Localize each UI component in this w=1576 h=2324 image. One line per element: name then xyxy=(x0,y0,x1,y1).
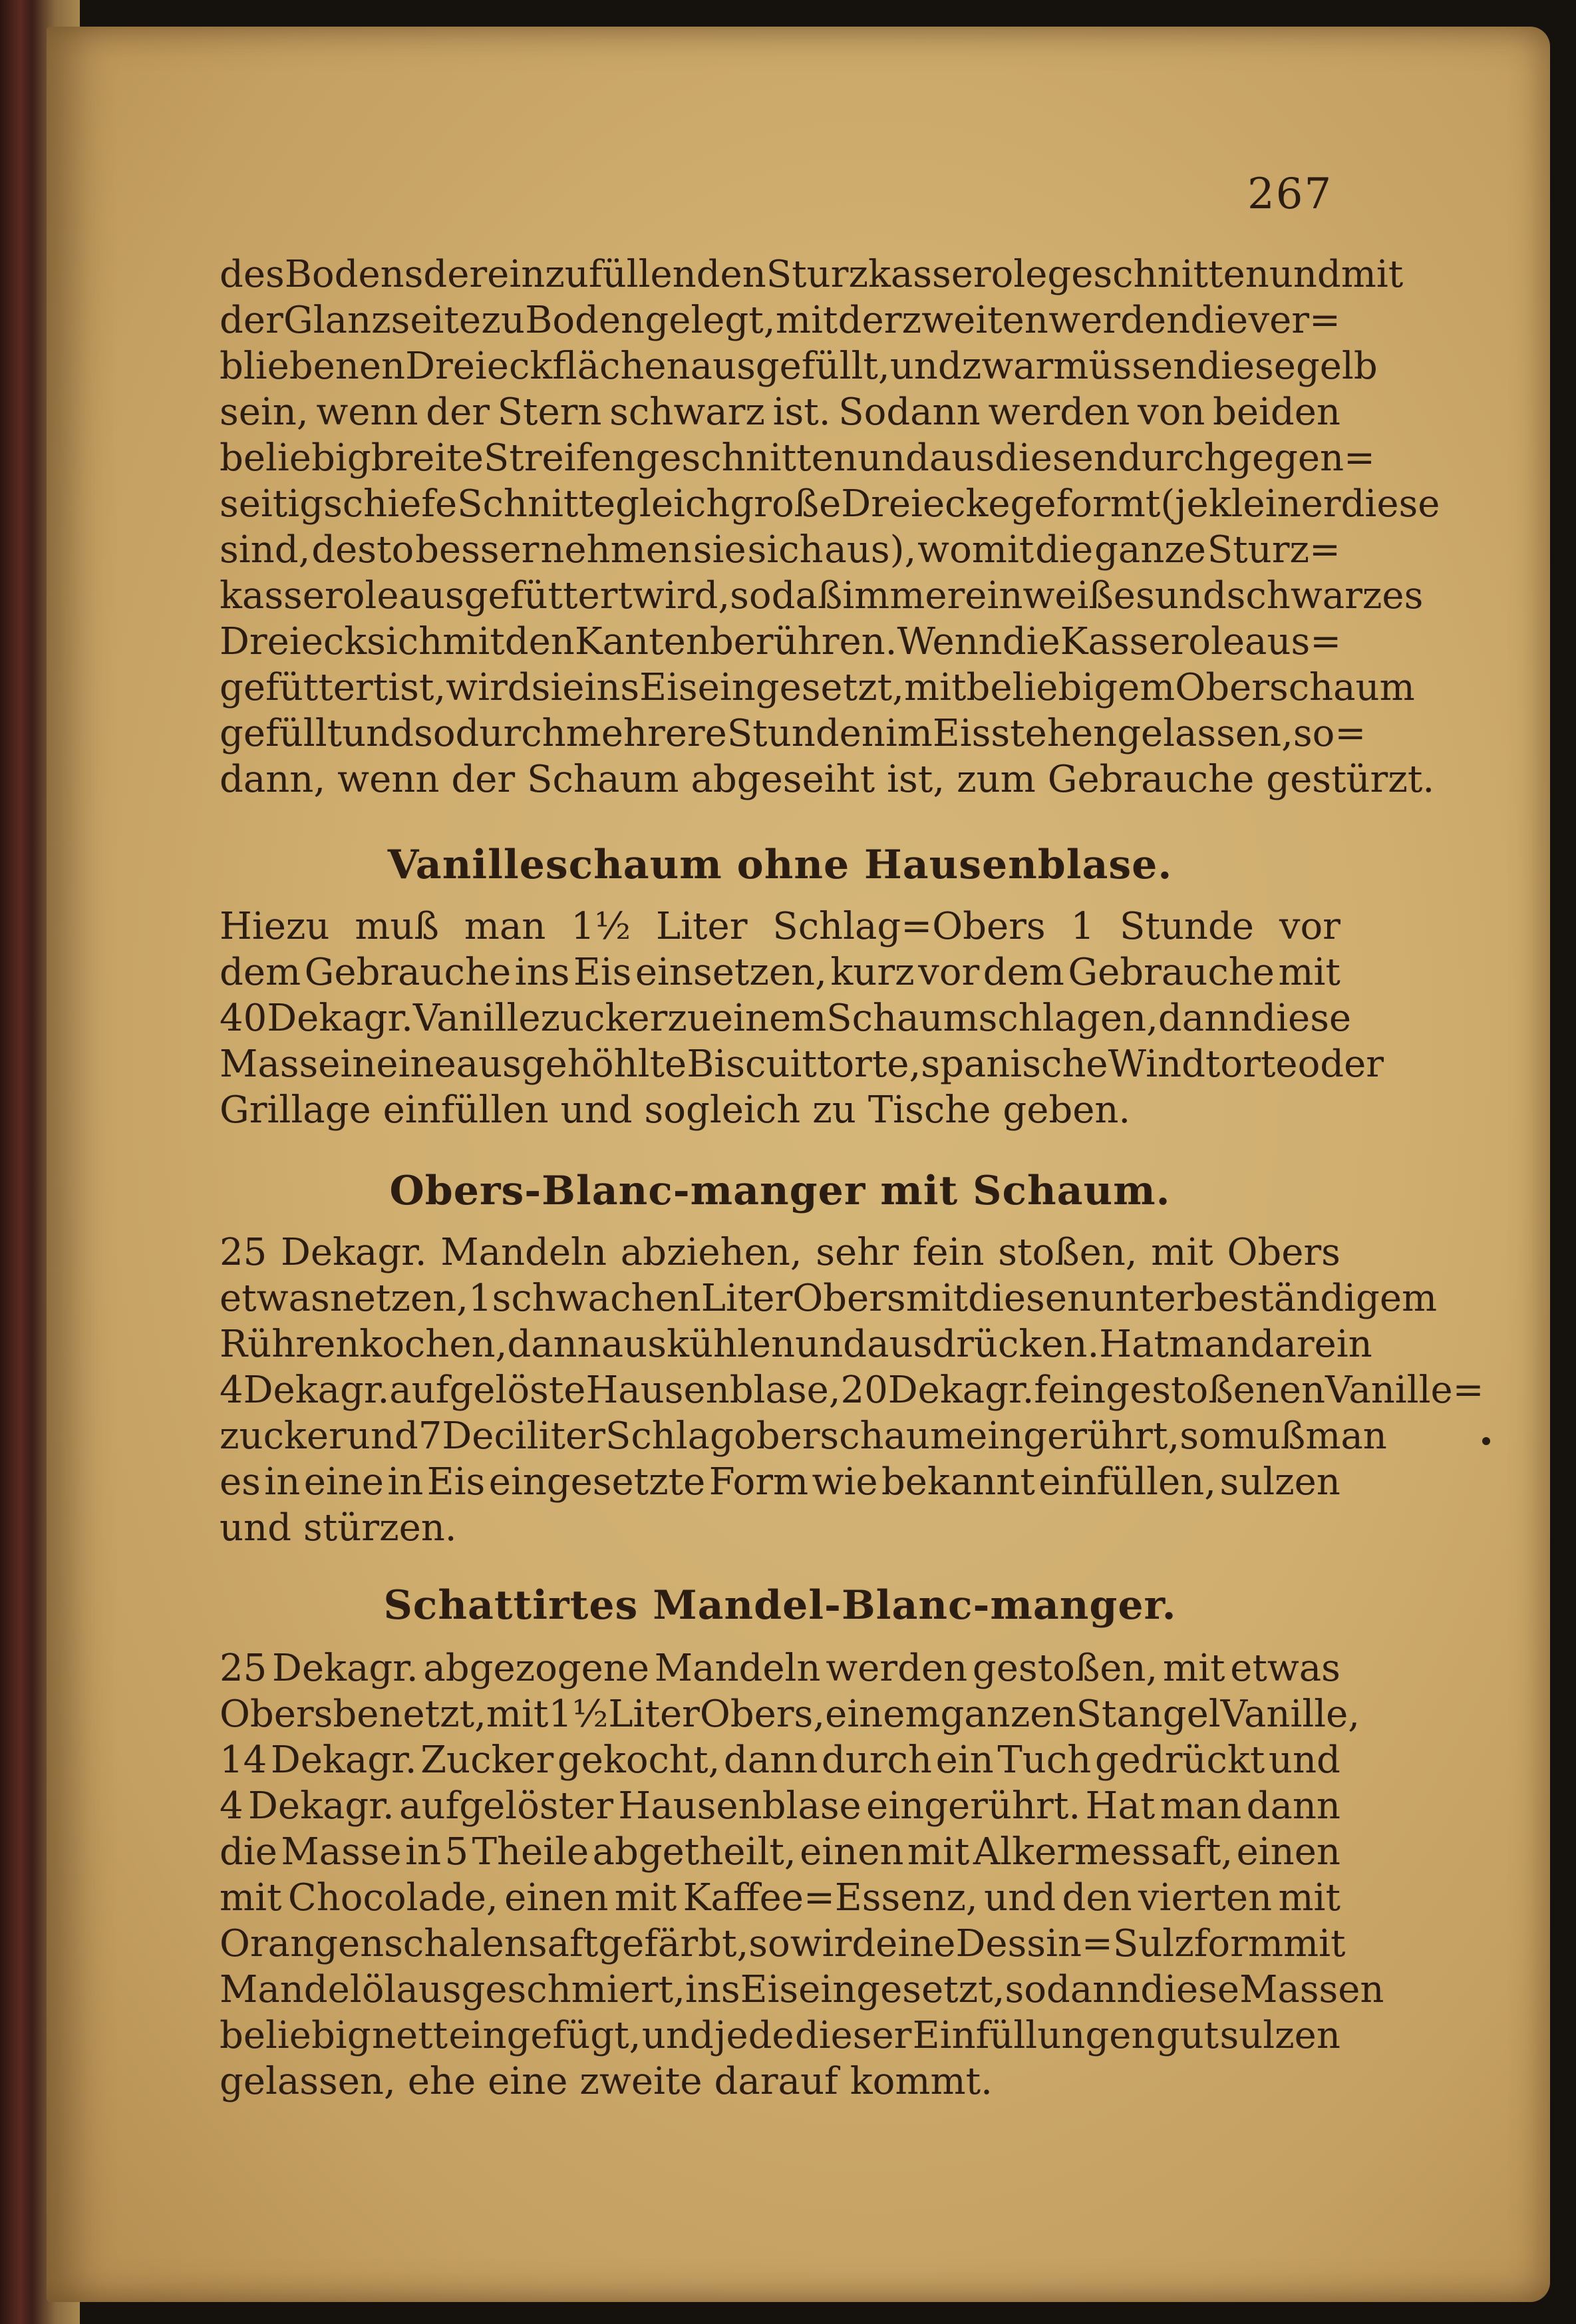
text-line: Orangenschalensaft gefärbt, so wird eine Dessin=Sulzform mit xyxy=(220,1922,1346,1965)
text-line: der Glanzseite zu Boden gelegt, mit der zweiten werden die ver= xyxy=(220,299,1340,342)
text-line: 4 Dekagr. aufgelöste Hausenblase, 20 Dekagr. feingestoßenen Vanille= xyxy=(220,1369,1484,1412)
text-line: zucker und 7 Deciliter Schlagoberschaum eingerührt, so muß man xyxy=(220,1414,1387,1458)
text-line: 4 Dekagr. aufgelöster Hausenblase eingerührt. Hat man dann xyxy=(220,1784,1340,1828)
text-line: 40 Dekagr. Vanillezucker zu einem Schaum schlagen, dann diese xyxy=(220,997,1352,1040)
text-line: sein, wenn der Stern schwarz ist. Sodann werden von beiden xyxy=(220,391,1340,434)
text-line: Grillage einfüllen und sogleich zu Tische geben. xyxy=(220,1088,1131,1132)
paragraph-obers-blanc-manger xyxy=(220,1231,1484,1552)
heading-schattirtes-mandel-blanc-manger: Schattirtes Mandel-Blanc-manger. xyxy=(383,1582,1177,1629)
paragraph-vanilleschaum xyxy=(220,905,1384,1134)
text-line: 25 Dekagr. Mandeln abziehen, sehr fein stoßen, mit Obers xyxy=(220,1231,1340,1274)
text-line: beliebig nett eingefügt, und jede dieser Einfüllungen gut sulzen xyxy=(220,2014,1340,2057)
text-line: die Masse in 5 Theile abgetheilt, einen mit Alkermessaft, einen xyxy=(220,1830,1340,1874)
text-line: Masse in eine ausgehöhlte Biscuittorte, spanische Windtorte oder xyxy=(220,1043,1384,1086)
text-line: seitig schiefe Schnitte gleich große Dreiecke geformt (je kleiner diese xyxy=(220,482,1440,526)
text-line: Hiezu muß man 1½ Liter Schlag=Obers 1 Stunde vor xyxy=(220,905,1340,948)
text-line: etwas netzen, 1 schwachen Liter Obers mit diesen unter beständigem xyxy=(220,1277,1438,1320)
text-line: dann, wenn der Schaum abgeseiht ist, zum Gebrauche gestürzt. xyxy=(220,758,1435,801)
text-line: gelassen, ehe eine zweite darauf kommt. xyxy=(220,2060,993,2103)
heading-vanilleschaum: Vanilleschaum ohne Hausenblase. xyxy=(387,842,1173,888)
text-line: 14 Dekagr. Zucker gekocht, dann durch ein Tuch gedrückt und xyxy=(220,1739,1340,1782)
text-line: beliebig breite Streifen geschnitten und aus diesen durch gegen= xyxy=(220,436,1375,480)
text-line: dem Gebrauche ins Eis einsetzen, kurz vor dem Gebrauche mit xyxy=(220,951,1340,994)
paragraph-mandel-blanc-manger xyxy=(220,1647,1384,2106)
text-line: kasserole ausgefüttert wird, so daß immer ein weißes und schwarzes xyxy=(220,574,1424,617)
page-number: 267 xyxy=(1247,170,1333,219)
text-line: und stürzen. xyxy=(220,1506,457,1550)
ink-spot xyxy=(1482,1437,1490,1445)
text-line: Obers benetzt, mit 1½ Liter Obers, einem ganzen Stangel Vanille, xyxy=(220,1693,1360,1736)
text-line: Dreieck sich mit den Kanten berühren. Wenn die Kasserole aus= xyxy=(220,620,1342,663)
text-line: Rühren kochen, dann auskühlen und ausdrücken. Hat man darein xyxy=(220,1323,1372,1366)
text-line: des Bodens der einzufüllenden Sturzkasserole geschnitten und mit xyxy=(220,253,1404,296)
text-line: 25 Dekagr. abgezogene Mandeln werden gestoßen, mit etwas xyxy=(220,1647,1340,1690)
text-line: bliebenen Dreieckflächen ausgefüllt, und zwar müssen diese gelb xyxy=(220,345,1378,388)
text-line: gefüllt und so durch mehrere Stunden im Eis stehen gelassen, so= xyxy=(220,712,1366,755)
text-line: Mandelöl ausgeschmiert, ins Eis eingesetzt, sodann diese Massen xyxy=(220,1968,1384,2011)
text-line: sind, desto besser nehmen sie sich aus), womit die ganze Sturz= xyxy=(220,528,1340,572)
paragraph-sturzkasserole xyxy=(220,253,1440,804)
text-line: es in eine in Eis eingesetzte Form wie bekannt einfüllen, sulzen xyxy=(220,1460,1340,1504)
text-line: gefüttert ist, wird sie ins Eis eingesetzt, mit beliebigem Oberschaum xyxy=(220,666,1415,709)
heading-obers-blanc-manger: Obers-Blanc-manger mit Schaum. xyxy=(389,1168,1171,1214)
text-line: mit Chocolade, einen mit Kaffee=Essenz, und den vierten mit xyxy=(220,1876,1340,1919)
